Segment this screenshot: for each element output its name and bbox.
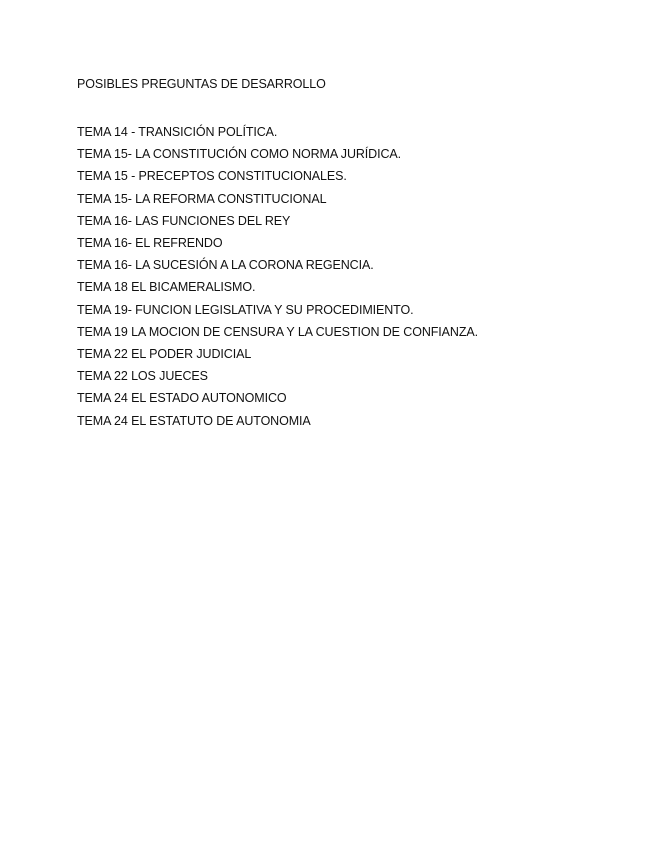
topic-item: TEMA 18 EL BICAMERALISMO. [77, 280, 256, 295]
topic-item: TEMA 16- EL REFRENDO [77, 236, 223, 251]
topic-item: TEMA 16- LAS FUNCIONES DEL REY [77, 213, 291, 228]
topic-item: TEMA 24 EL ESTADO AUTONOMICO [77, 391, 287, 406]
topic-item: TEMA 14 - TRANSICIÓN POLÍTICA. [77, 125, 278, 139]
topic-item: TEMA 24 EL ESTATUTO DE AUTONOMIA [77, 413, 311, 428]
topic-item: TEMA 19 LA MOCION DE CENSURA Y LA CUESTION DE CONFIANZA. [77, 324, 478, 339]
topic-item: TEMA 15 - PRECEPTOS CONSTITUCIONALES. [77, 169, 347, 184]
topic-item: TEMA 16- LA SUCESIÓN A LA CORONA REGENCIA. [77, 258, 374, 273]
topic-item: TEMA 22 EL PODER JUDICIAL [77, 347, 252, 362]
topic-item: TEMA 22 LOS JUECES [77, 369, 208, 384]
topic-list [77, 121, 637, 432]
topic-item: TEMA 15- LA REFORMA CONSTITUCIONAL [77, 191, 327, 206]
topic-item: TEMA 19- FUNCION LEGISLATIVA Y SU PROCEDIMIENTO. [77, 302, 414, 317]
document-title: POSIBLES PREGUNTAS DE DESARROLLO [77, 77, 326, 91]
topic-item: TEMA 15- LA CONSTITUCIÓN COMO NORMA JURÍDICA. [77, 147, 402, 162]
document-content [77, 76, 637, 432]
